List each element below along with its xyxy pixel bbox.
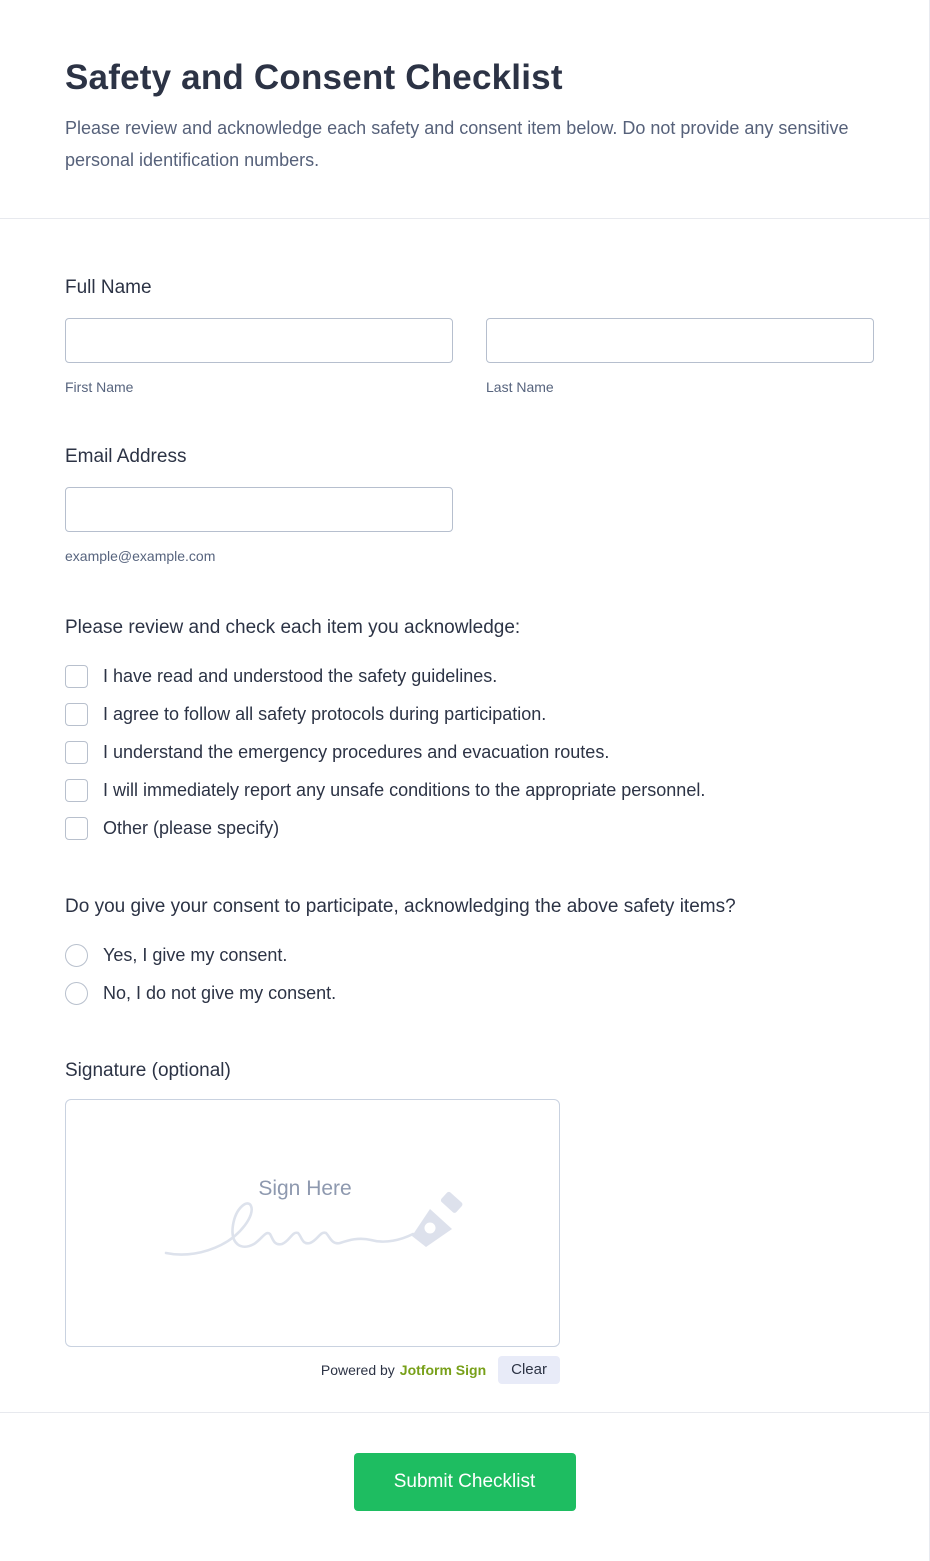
- consent-label: Do you give your consent to participate, acknowledging the above safety items?: [65, 896, 736, 917]
- powered-by-text: Powered by: [320, 1362, 395, 1378]
- radio-button[interactable]: [65, 982, 88, 1005]
- checkbox[interactable]: [65, 817, 88, 840]
- radio-label: Yes, I give my consent.: [103, 945, 288, 965]
- footer-divider: [0, 1412, 929, 1413]
- checkbox-label: I will immediately report any unsafe conditions to the appropriate personnel.: [103, 780, 706, 800]
- checkbox-label: I agree to follow all safety protocols during participation.: [103, 704, 547, 724]
- form-header: [0, 0, 929, 176]
- email-input[interactable]: [65, 487, 453, 532]
- radio-button[interactable]: [65, 944, 88, 967]
- signature-pad[interactable]: [65, 1099, 560, 1347]
- page-title: Safety and Consent Checklist: [65, 58, 563, 97]
- sign-here-text: Sign Here: [258, 1177, 352, 1200]
- checkbox-label: I understand the emergency procedures and evacuation routes.: [103, 742, 610, 762]
- signature-placeholder: [163, 1177, 463, 1269]
- submit-button[interactable]: Submit Checklist: [354, 1453, 576, 1511]
- first-name-input[interactable]: [65, 318, 453, 363]
- consent-option-row: [65, 944, 874, 967]
- radio-label: No, I do not give my consent.: [103, 983, 337, 1003]
- checklist-field: [65, 616, 874, 840]
- page-subtitle: Please review and acknowledge each safety and consent item below. Do not provide any sensitive personal identification numbers.: [65, 118, 849, 170]
- checkbox-label: Other (please specify): [103, 818, 280, 838]
- signature-squiggle-and-pen-icon: [163, 1187, 463, 1267]
- email-field: [65, 445, 874, 564]
- email-label: Email Address: [65, 446, 187, 467]
- last-name-sublabel: Last Name: [486, 379, 554, 395]
- checkbox[interactable]: [65, 665, 88, 688]
- checklist-option-row: [65, 741, 874, 764]
- full-name-label: Full Name: [65, 277, 152, 298]
- clear-signature-button[interactable]: Clear: [498, 1356, 560, 1384]
- checklist-option-row: [65, 817, 874, 840]
- checklist-option-row: [65, 665, 874, 688]
- checklist-options: [65, 665, 874, 840]
- checkbox[interactable]: [65, 741, 88, 764]
- checklist-option-row: [65, 779, 874, 802]
- form-body: [0, 219, 929, 1384]
- submit-row: [0, 1453, 929, 1561]
- full-name-field: [65, 276, 874, 395]
- signature-label: Signature (optional): [65, 1060, 231, 1081]
- checklist-label: Please review and check each item you acknowledge:: [65, 617, 521, 638]
- checkbox[interactable]: [65, 779, 88, 802]
- checklist-option-row: [65, 703, 874, 726]
- email-sublabel: example@example.com: [65, 548, 216, 564]
- signature-field: [65, 1059, 874, 1384]
- first-name-sublabel: First Name: [65, 379, 134, 395]
- last-name-input[interactable]: [486, 318, 874, 363]
- checkbox[interactable]: [65, 703, 88, 726]
- checkbox-label: I have read and understood the safety guidelines.: [103, 666, 498, 686]
- consent-options: [65, 944, 874, 1005]
- jotform-sign-link[interactable]: Jotform Sign: [399, 1362, 487, 1378]
- consent-field: [65, 895, 874, 1005]
- signature-footer: [65, 1356, 560, 1384]
- consent-option-row: [65, 982, 874, 1005]
